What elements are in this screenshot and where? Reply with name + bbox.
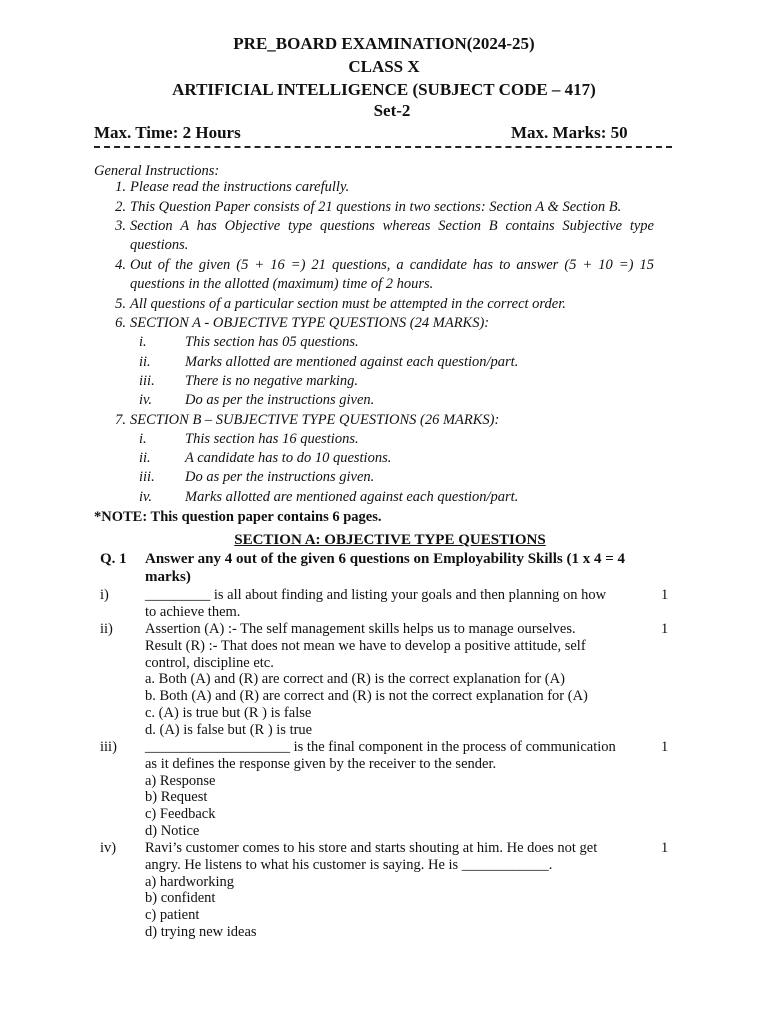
question-body: _________ is all about finding and listing your goals and then planning on how to achieve them. [145,587,607,620]
set-label: Set-2 [373,101,411,120]
question-marks: 1 [661,840,669,856]
instruction-item: 2. This Question Paper consists of 21 questions in two sections: Section A & Section B. [115,199,622,215]
question-marks: 1 [661,587,669,603]
section-a-title: SECTION A: OBJECTIVE TYPE QUESTIONS [234,532,546,548]
section-b-subitem: iii. Do as per the instructions given. [139,469,375,485]
section-a-subitem: i. This section has 05 questions. [139,334,359,350]
section-b-subitem: i. This section has 16 questions. [139,431,359,447]
instruction-item: 6. SECTION A - OBJECTIVE TYPE QUESTIONS (24 MARKS): [115,315,490,331]
section-a-subitem: iii. There is no negative marking. [139,373,359,389]
separator-line [94,146,672,148]
subject-title: ARTIFICIAL INTELLIGENCE (SUBJECT CODE – 417) [172,80,596,99]
exam-page: PRE_BOARD EXAMINATION(2024-25) CLASS X ARTIFICIAL INTELLIGENCE (SUBJECT CODE – 417) Set-2 Max. Time: 2 Hours Max. Marks: 50 General Instructions: 1. Please read the instructions carefully. 2. This Question Paper consists of 21 questions in two sections: Section A & Section B. 3. Section A has Objective type questions whereas Section B contains Subjective type questions. 4. Out of the given (5 + 16 =) 21 questions, a candidate has to answer (5 + 10 =) 15 questions in the allotted (maximum) time of 2 hours. 5. All questions of a particular section must be attempted in the correct order. 6. SECTION A - OBJECTIVE TYPE QUESTIONS (24 MARKS): i. This section has 05 questions. ii. Marks allotted are mentioned against each question/part. iii. There is no negative marking. iv. Do as per the instructions given. 7. SECTION B – SUBJECTIVE TYPE QUESTIONS (26 MARKS): i. This section has 16 questions. ii. A candidate has to do 10 questions. iii. Do as per the instructions given. iv. Marks allotted are mentioned against each question/part. *NOTE: This question paper contains 6 pages. SECTION A: OBJECTIVE TYPE QUESTIONS Q. 1 Answer any 4 out of the given 6 questions on Employability Skills (1 x 4 = 4 marks) i) _________ is all about finding and listing your goals and then planning on how to achieve them. 1 ii) Assertion (A) :- The self management skills helps us to manage ourselves. Result (R) :- That does not mean we have to develop a positive attitude, self control, discipline etc. a. Both (A) and (R) are correct and (R) is the correct explanation for (A) b. Both (A) and (R) are correct and (R) is not the correct explanation for (A) c. (A) is true but (R ) is false d. (A) is false but (R ) is true 1 iii) ____________________ is the final component in the process of communication as it defines the response given by the receiver to the sender. a) Response b) Request c) Feedback d) Notice 1 iv) Ravi’s customer comes to his store and starts shouting at him. He does not get angry. He listens to what his customer is saying. He is ____________. a) hardworking b) confident c) patient d) trying new ideas 1 [0,0,768,1024]
section-b-subitem: iv. Marks allotted are mentioned against each question/part. [139,489,519,505]
question-body: ____________________ is the final component in the process of communication as it defines the response given by the receiver to the sender. a) Response b) Request c) Feedback d) Notice [145,739,616,839]
instruction-item: 4. Out of the given (5 + 16 =) 21 questions, a candidate has to answer (5 + 10 =) 15 questions in the allotted (maximum) time of 2 hours. [115,257,654,293]
exam-title: PRE_BOARD EXAMINATION(2024-25) [233,34,535,53]
question-body: Assertion (A) :- The self management skills helps us to manage ourselves. Result (R) :- That does not mean we have to develop a positive attitude, self control, discipline etc. a. Both (A) and (R) are correct and (R) is the correct explanation for (A) b. Both (A) and (R) are correct and (R) is not the correct explanation for (A) c. (A) is true but (R ) is false d. (A) is false but (R ) is true [145,621,588,738]
class-title: CLASS X [348,57,420,76]
section-a-subitem: iv. Do as per the instructions given. [139,392,375,408]
instruction-item: 3. Section A has Objective type questions whereas Section B contains Subjective type questions. [115,218,654,254]
question-marks: 1 [661,739,669,755]
page-count-note: *NOTE: This question paper contains 6 pages. [94,509,382,525]
instructions-heading: General Instructions: [94,163,220,179]
max-marks: Max. Marks: 50 [511,123,628,142]
section-b-subitem: ii. A candidate has to do 10 questions. [139,450,392,466]
question-body: Ravi’s customer comes to his store and starts shouting at him. He does not get angry. He listens to what his customer is saying. He is ____________. a) hardworking b) confident c) patient d) trying new ideas [145,840,598,940]
instruction-item: 1. Please read the instructions carefully. [115,179,350,195]
instruction-item: 7. SECTION B – SUBJECTIVE TYPE QUESTIONS (26 MARKS): [115,412,500,428]
question-number: Q. 1 [100,551,127,567]
max-time: Max. Time: 2 Hours [94,123,241,142]
question-marks: 1 [661,621,669,637]
instruction-item: 5. All questions of a particular section must be attempted in the correct order. [115,296,566,312]
question-text: Answer any 4 out of the given 6 questions on Employability Skills (1 x 4 = 4 marks) [145,551,626,585]
section-a-subitem: ii. Marks allotted are mentioned against each question/part. [139,354,519,370]
